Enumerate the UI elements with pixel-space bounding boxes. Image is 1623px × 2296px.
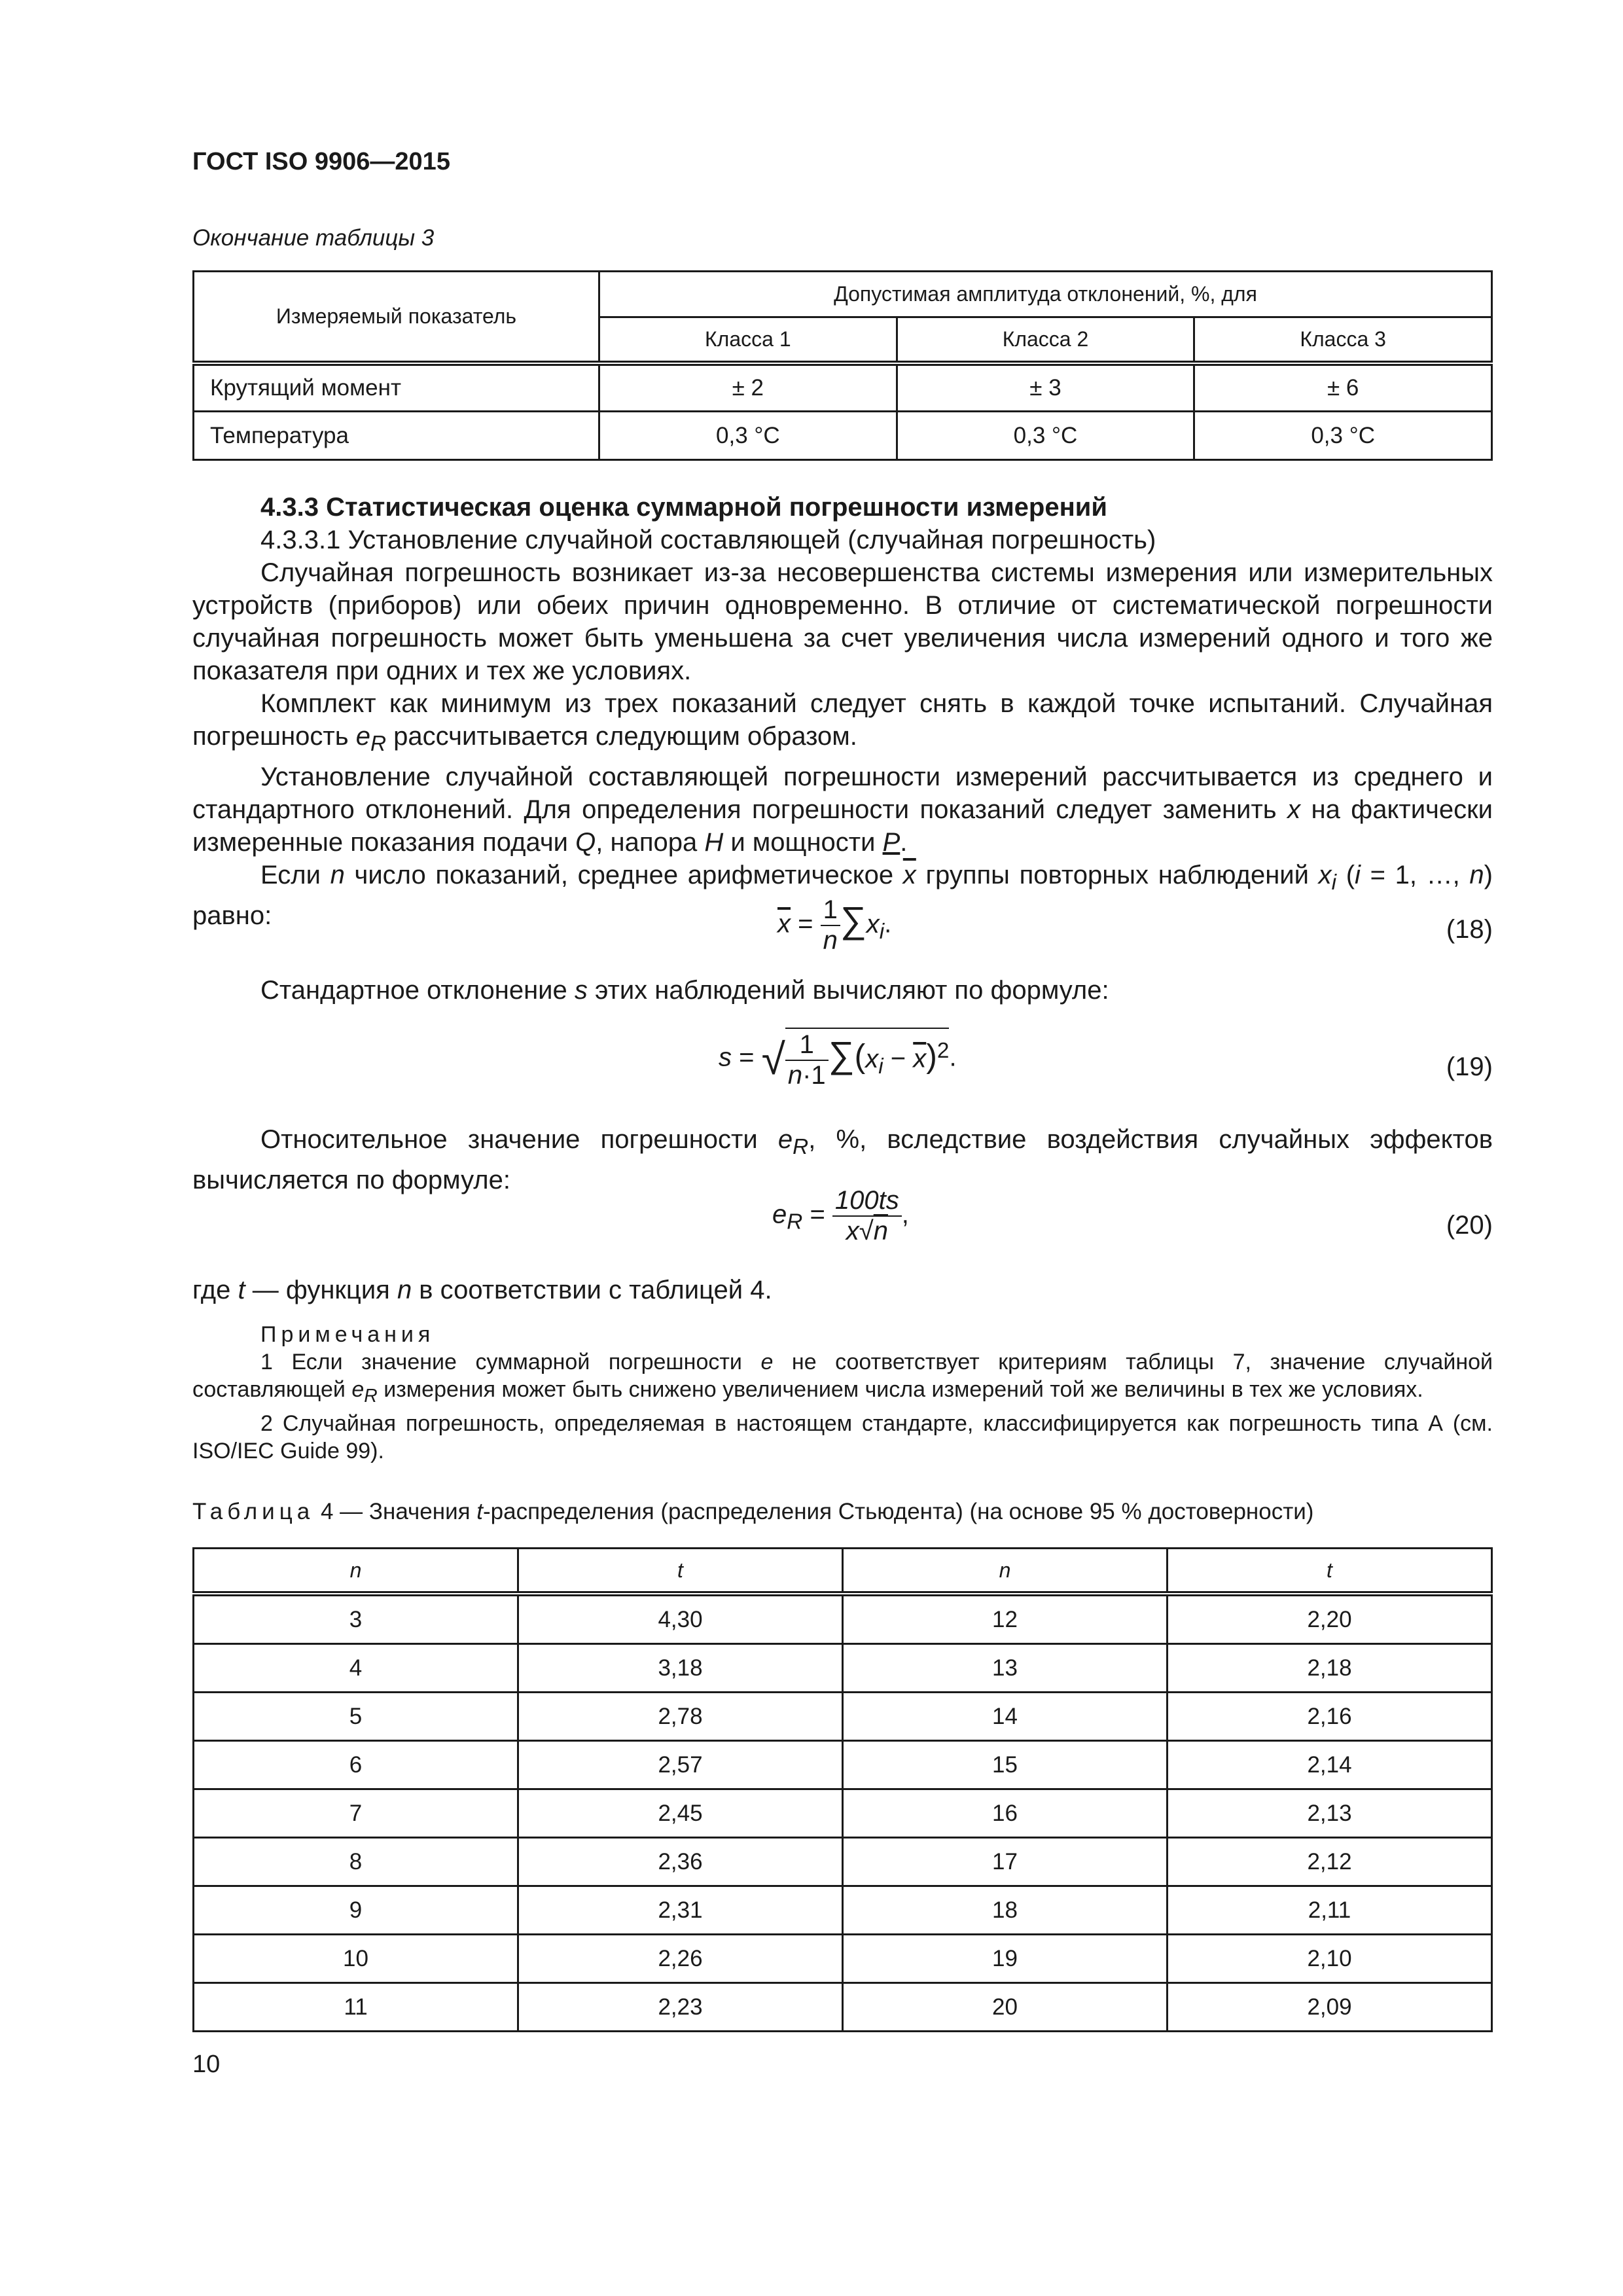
paragraph: Установление случайной составляющей погрешности измерений рассчитывается из среднего и стандартного отклонений. Для определения погрешности показаний следует заменить x на фактически измеренные показания подачи Q, напора H и мощности P. [192,762,1493,857]
table4-cell: 11 [194,1983,518,2032]
table4-cell: 4,30 [518,1594,843,1644]
section-subheading: 4.3.3.1 Установление случайной составляющей (случайная погрешность) [260,526,1156,554]
table4-cell: 19 [843,1935,1168,1983]
paragraph: где t — функция n в соответствии с таблицей 4. [192,1276,772,1304]
table4-cell: 10 [194,1935,518,1983]
table4-cell: 2,36 [518,1838,843,1886]
table4-cell: 2,16 [1168,1693,1492,1741]
table3-row [194,363,1492,412]
table4-cell: 5 [194,1693,518,1741]
table4-header-n: n [194,1549,518,1594]
table3-cell: ± 3 [897,363,1194,412]
equation-18: $\overline{x}$ = $\frac{1}{n}$ $\sum x_i$. [777,895,892,955]
table4-header-row [194,1549,1492,1594]
document-id-header: ГОСТ ISO 9906—2015 [192,148,450,175]
table4-header-t: t [518,1549,843,1594]
paragraph: Стандартное отклонение s этих наблюдений вычисляют по формуле: [260,976,1109,1005]
table4-cell: 2,45 [518,1789,843,1838]
table4-cell: 6 [194,1741,518,1789]
table4-row [194,1983,1492,2032]
table4-cell: 20 [843,1983,1168,2032]
table4-cell: 2,31 [518,1886,843,1935]
paragraph: Относительное значение погрешности $e_R$, %, вследствие воздействия случайных эффектов вычисляется по формуле: [192,1125,1493,1194]
table3-header-class: Класса 2 [897,317,1194,363]
table4-row [194,1594,1492,1644]
table4-cell: 3,18 [518,1644,843,1693]
table4-cell: 4 [194,1644,518,1693]
table-4 [192,1547,1493,2032]
table4-row [194,1789,1492,1838]
table3-header-param: Измеряемый показатель [194,272,599,363]
table4-cell: 2,26 [518,1935,843,1983]
table3-cell: ± 6 [1194,363,1492,412]
table4-cell: 2,12 [1168,1838,1492,1886]
table4-row [194,1741,1492,1789]
table4-cell: 9 [194,1886,518,1935]
table4-header-n: n [843,1549,1168,1594]
table4-cell: 2,23 [518,1983,843,2032]
equation-19: s = √ $\frac{1}{n\cdot 1}$ $\sum(x_i - \overline{x})^2$. [719,1028,957,1090]
equation-number: (20) [1446,1211,1493,1240]
paragraph: Случайная погрешность возникает из-за несовершенства системы измерения или измерительных устройств (приборов) или обеих причин одновременно. В отличие от систематической погрешности случайная погрешность может быть уменьшена за счет увеличения числа измерений одного и того же показателя при одних и тех же условиях. [192,558,1493,685]
table4-cell: 2,57 [518,1741,843,1789]
table3-header-class: Класса 1 [599,317,897,363]
table4-row [194,1838,1492,1886]
table4-row [194,1693,1492,1741]
notes-title: Примечания [260,1322,435,1347]
equation-20-numerator: 100ts [834,1186,899,1215]
table4-cell: 2,13 [1168,1789,1492,1838]
table4-caption: Таблица 4 — Значения t-распределения (распределения Стьюдента) (на основе 95 % достоверности) [192,1499,1314,1524]
equation-number: (19) [1446,1052,1493,1081]
table4-cell: 8 [194,1838,518,1886]
table3-cell: ± 2 [599,363,897,412]
table4-cell: 17 [843,1838,1168,1886]
table3-header-group: Допустимая амплитуда отклонений, %, для [599,272,1492,317]
section-text [192,491,1493,932]
note-item: 2 Случайная погрешность, определяемая в настоящем стандарте, классифицируется как погрешность типа А (см. ISO/IEC Guide 99). [192,1410,1493,1463]
table4-row [194,1935,1492,1983]
paragraph: Если n число показаний, среднее арифметическое $\overline{x}$ группы повторных наблюдений $x_i$ (i = 1, …, n) равно: [192,861,1493,930]
table4-cell: 16 [843,1789,1168,1838]
table4-cell: 2,14 [1168,1741,1492,1789]
table4-cell: 14 [843,1693,1168,1741]
table3-row-name: Крутящий момент [194,363,599,412]
equation-20: $e_R$ = $\frac{100ts}{x√n}$ , [772,1186,909,1246]
page-number: 10 [192,2051,221,2078]
table4-cell: 2,09 [1168,1983,1492,2032]
table4-cell: 2,78 [518,1693,843,1741]
note-item: 1 Если значение суммарной погрешности e не соответствует критериям таблицы 7, значение случайной составляющей $e_R$ измерения может быть снижено увеличением числа измерений той же величины в тех же условиях. [192,1350,1493,1407]
table3-row [194,412,1492,460]
table-3 [192,270,1493,461]
table3-cell: 0,3 °С [897,412,1194,460]
table4-cell: 12 [843,1594,1168,1644]
equation-number: (18) [1446,915,1493,944]
notes-block [192,1321,1493,1465]
table4-cell: 2,11 [1168,1886,1492,1935]
table4-cell: 3 [194,1594,518,1644]
table4-cell: 13 [843,1644,1168,1693]
table4-cell: 2,20 [1168,1594,1492,1644]
table4-cell: 18 [843,1886,1168,1935]
paragraph: Комплект как минимум из трех показаний следует снять в каждой точке испытаний. Случайная погрешность $e_R$ рассчитывается следующим образом. [192,689,1493,756]
table4-row [194,1886,1492,1935]
table4-cell: 2,10 [1168,1935,1492,1983]
table4-header-t: t [1168,1549,1492,1594]
table3-caption: Окончание таблицы 3 [192,225,435,251]
section-heading: 4.3.3 Статистическая оценка суммарной погрешности измерений [260,493,1107,522]
table4-cell: 15 [843,1741,1168,1789]
table3-cell: 0,3 °С [1194,412,1492,460]
table4-cell: 2,18 [1168,1644,1492,1693]
table4-cell: 7 [194,1789,518,1838]
table3-row-name: Температура [194,412,599,460]
table3-header-class: Класса 3 [1194,317,1492,363]
table3-cell: 0,3 °С [599,412,897,460]
table4-row [194,1644,1492,1693]
